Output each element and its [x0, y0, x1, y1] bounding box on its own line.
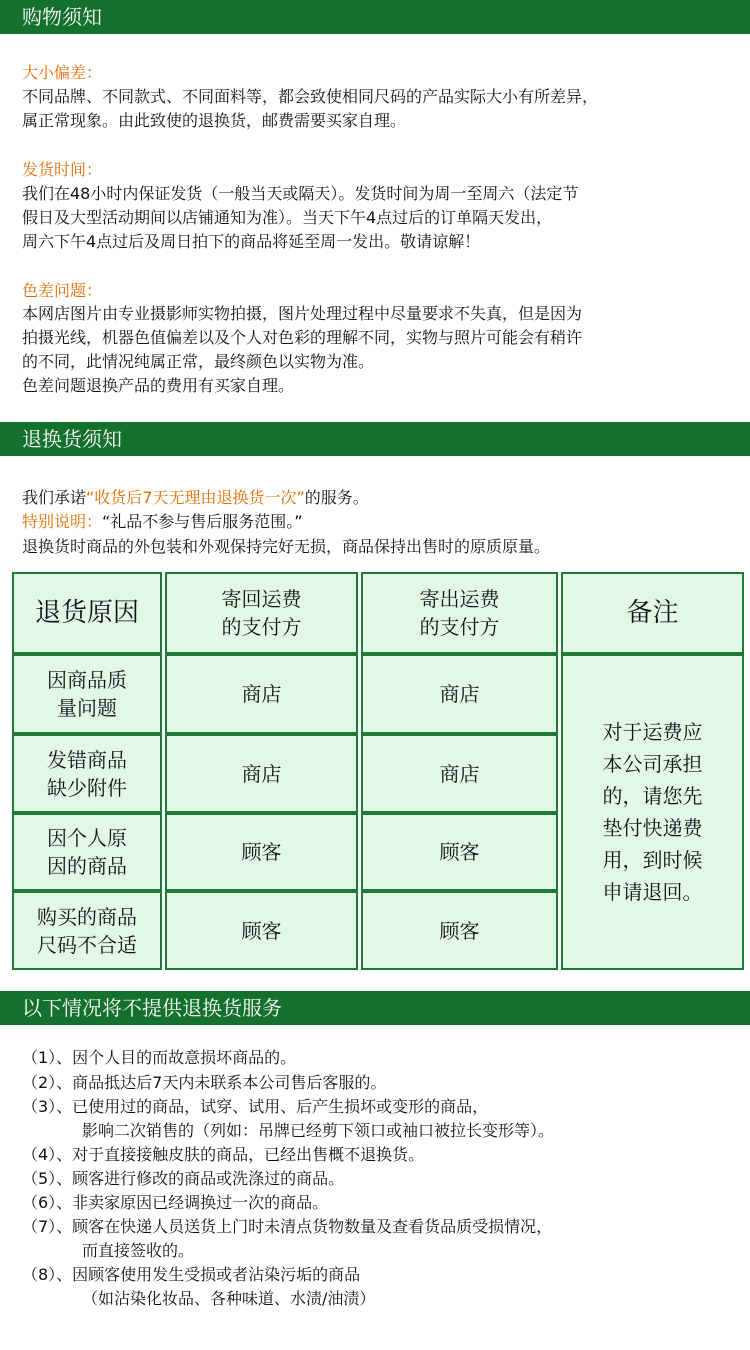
promise-prefix: 我们承诺	[22, 488, 87, 507]
table-row-reason: 因个人原 因的商品	[12, 813, 162, 891]
ship-line: 假日及大型活动期间以店铺通知为准）。当天下午4点过后的订单隔天发出，	[22, 208, 553, 227]
section-bar-exchange	[0, 422, 750, 456]
color-line: 色差问题退换产品的费用有买家自理。	[22, 376, 295, 395]
ship-line: 周六下午4点过后及周日拍下的商品将延至周一发出。敬请谅解！	[22, 232, 481, 251]
rule-item: （8）、因顾客使用发生受损或者沾染污垢的商品	[22, 1265, 361, 1284]
table-row-reason: 发错商品 缺少附件	[12, 734, 162, 813]
color-line: 拍摄光线，机器色值偏差以及个人对色彩的理解不同，实物与照片可能会有稍许	[22, 328, 583, 347]
color-heading: 色差问题：	[22, 281, 103, 300]
special-line	[22, 512, 303, 532]
section-bar-purchase	[0, 0, 750, 34]
section-title: 以下情况将不提供退换货服务	[22, 996, 282, 1020]
size-line: 不同品牌、不同款式、不同面料等，都会致使相同尺码的产品实际大小有所差异，	[22, 87, 599, 106]
table-row-return-payer: 商店	[165, 734, 358, 813]
rule-item-continued: 而直接签收的。	[82, 1241, 195, 1260]
table-header-return-payer: 寄回运费 的支付方	[165, 572, 358, 654]
table-row-reason: 因商品质 量问题	[12, 654, 162, 734]
table-header-send-payer: 寄出运费 的支付方	[361, 572, 558, 654]
rule-item: （1）、因个人目的而故意损坏商品的。	[22, 1048, 297, 1067]
table-row-return-payer: 商店	[165, 654, 358, 734]
table-row-send-payer: 商店	[361, 654, 558, 734]
ship-line: 我们在48小时内保证发货（一般当天或隔天）。发货时间为周一至周六（法定节	[22, 184, 579, 203]
table-row-send-payer: 顾客	[361, 813, 558, 891]
special-text: “礼品不参与售后服务范围。”	[102, 512, 303, 531]
table-row-reason: 购买的商品 尺码不合适	[12, 891, 162, 970]
promise-suffix: 的服务。	[304, 488, 369, 507]
table-row-send-payer: 顾客	[361, 891, 558, 970]
table-header-reason: 退货原因	[12, 572, 162, 654]
package-line: 退换货时商品的外包装和外观保持完好无损，商品保持出售时的原质原量。	[22, 537, 551, 556]
rule-item: （6）、非卖家原因已经调换过一次的商品。	[22, 1193, 329, 1212]
special-label: 特别说明：	[22, 512, 103, 531]
size-line: 属正常现象。由此致使的退换货，邮费需要买家自理。	[22, 111, 407, 130]
ship-heading: 发货时间：	[22, 160, 103, 179]
table-row-return-payer: 顾客	[165, 891, 358, 970]
rule-item: （2）、商品抵达后7天内未联系本公司售后客服的。	[22, 1073, 387, 1092]
rule-item: （5）、顾客进行修改的商品或洗涤过的商品。	[22, 1169, 345, 1188]
size-heading: 大小偏差：	[22, 63, 103, 82]
rule-item: （3）、已使用过的商品，试穿、试用、后产生损坏或变形的商品，	[22, 1097, 489, 1116]
color-line: 本网店图片由专业摄影师实物拍摄，图片处理过程中尽量要求不失真，但是因为	[22, 304, 583, 323]
table-row-return-payer: 顾客	[165, 813, 358, 891]
section-bar-no-service	[0, 991, 750, 1025]
color-line: 的不同，此情况纯属正常，最终颜色以实物为准。	[22, 352, 375, 371]
rule-item-continued: 影响二次销售的（列如：吊牌已经剪下领口或袖口被拉长变形等）。	[82, 1121, 555, 1140]
promise-line	[22, 488, 369, 508]
rule-item-continued: （如沾染化妆品、各种味道、水渍/油渍）	[82, 1289, 376, 1308]
rule-item: （4）、对于直接接触皮肤的商品，已经出售概不退换货。	[22, 1145, 425, 1164]
section-title: 购物须知	[22, 5, 102, 29]
section-title: 退换货须知	[22, 427, 122, 451]
freight-table	[12, 572, 744, 970]
promise-highlight: “收货后7天无理由退换货一次”	[86, 488, 305, 507]
table-note-cell: 对于运费应 本公司承担 的，请您先 垫付快递费 用，到时候 申请退回。	[561, 654, 744, 970]
table-row-send-payer: 商店	[361, 734, 558, 813]
table-header-note: 备注	[561, 572, 744, 654]
rule-item: （7）、顾客在快递人员送货上门时未清点货物数量及查看货品质受损情况，	[22, 1217, 553, 1236]
